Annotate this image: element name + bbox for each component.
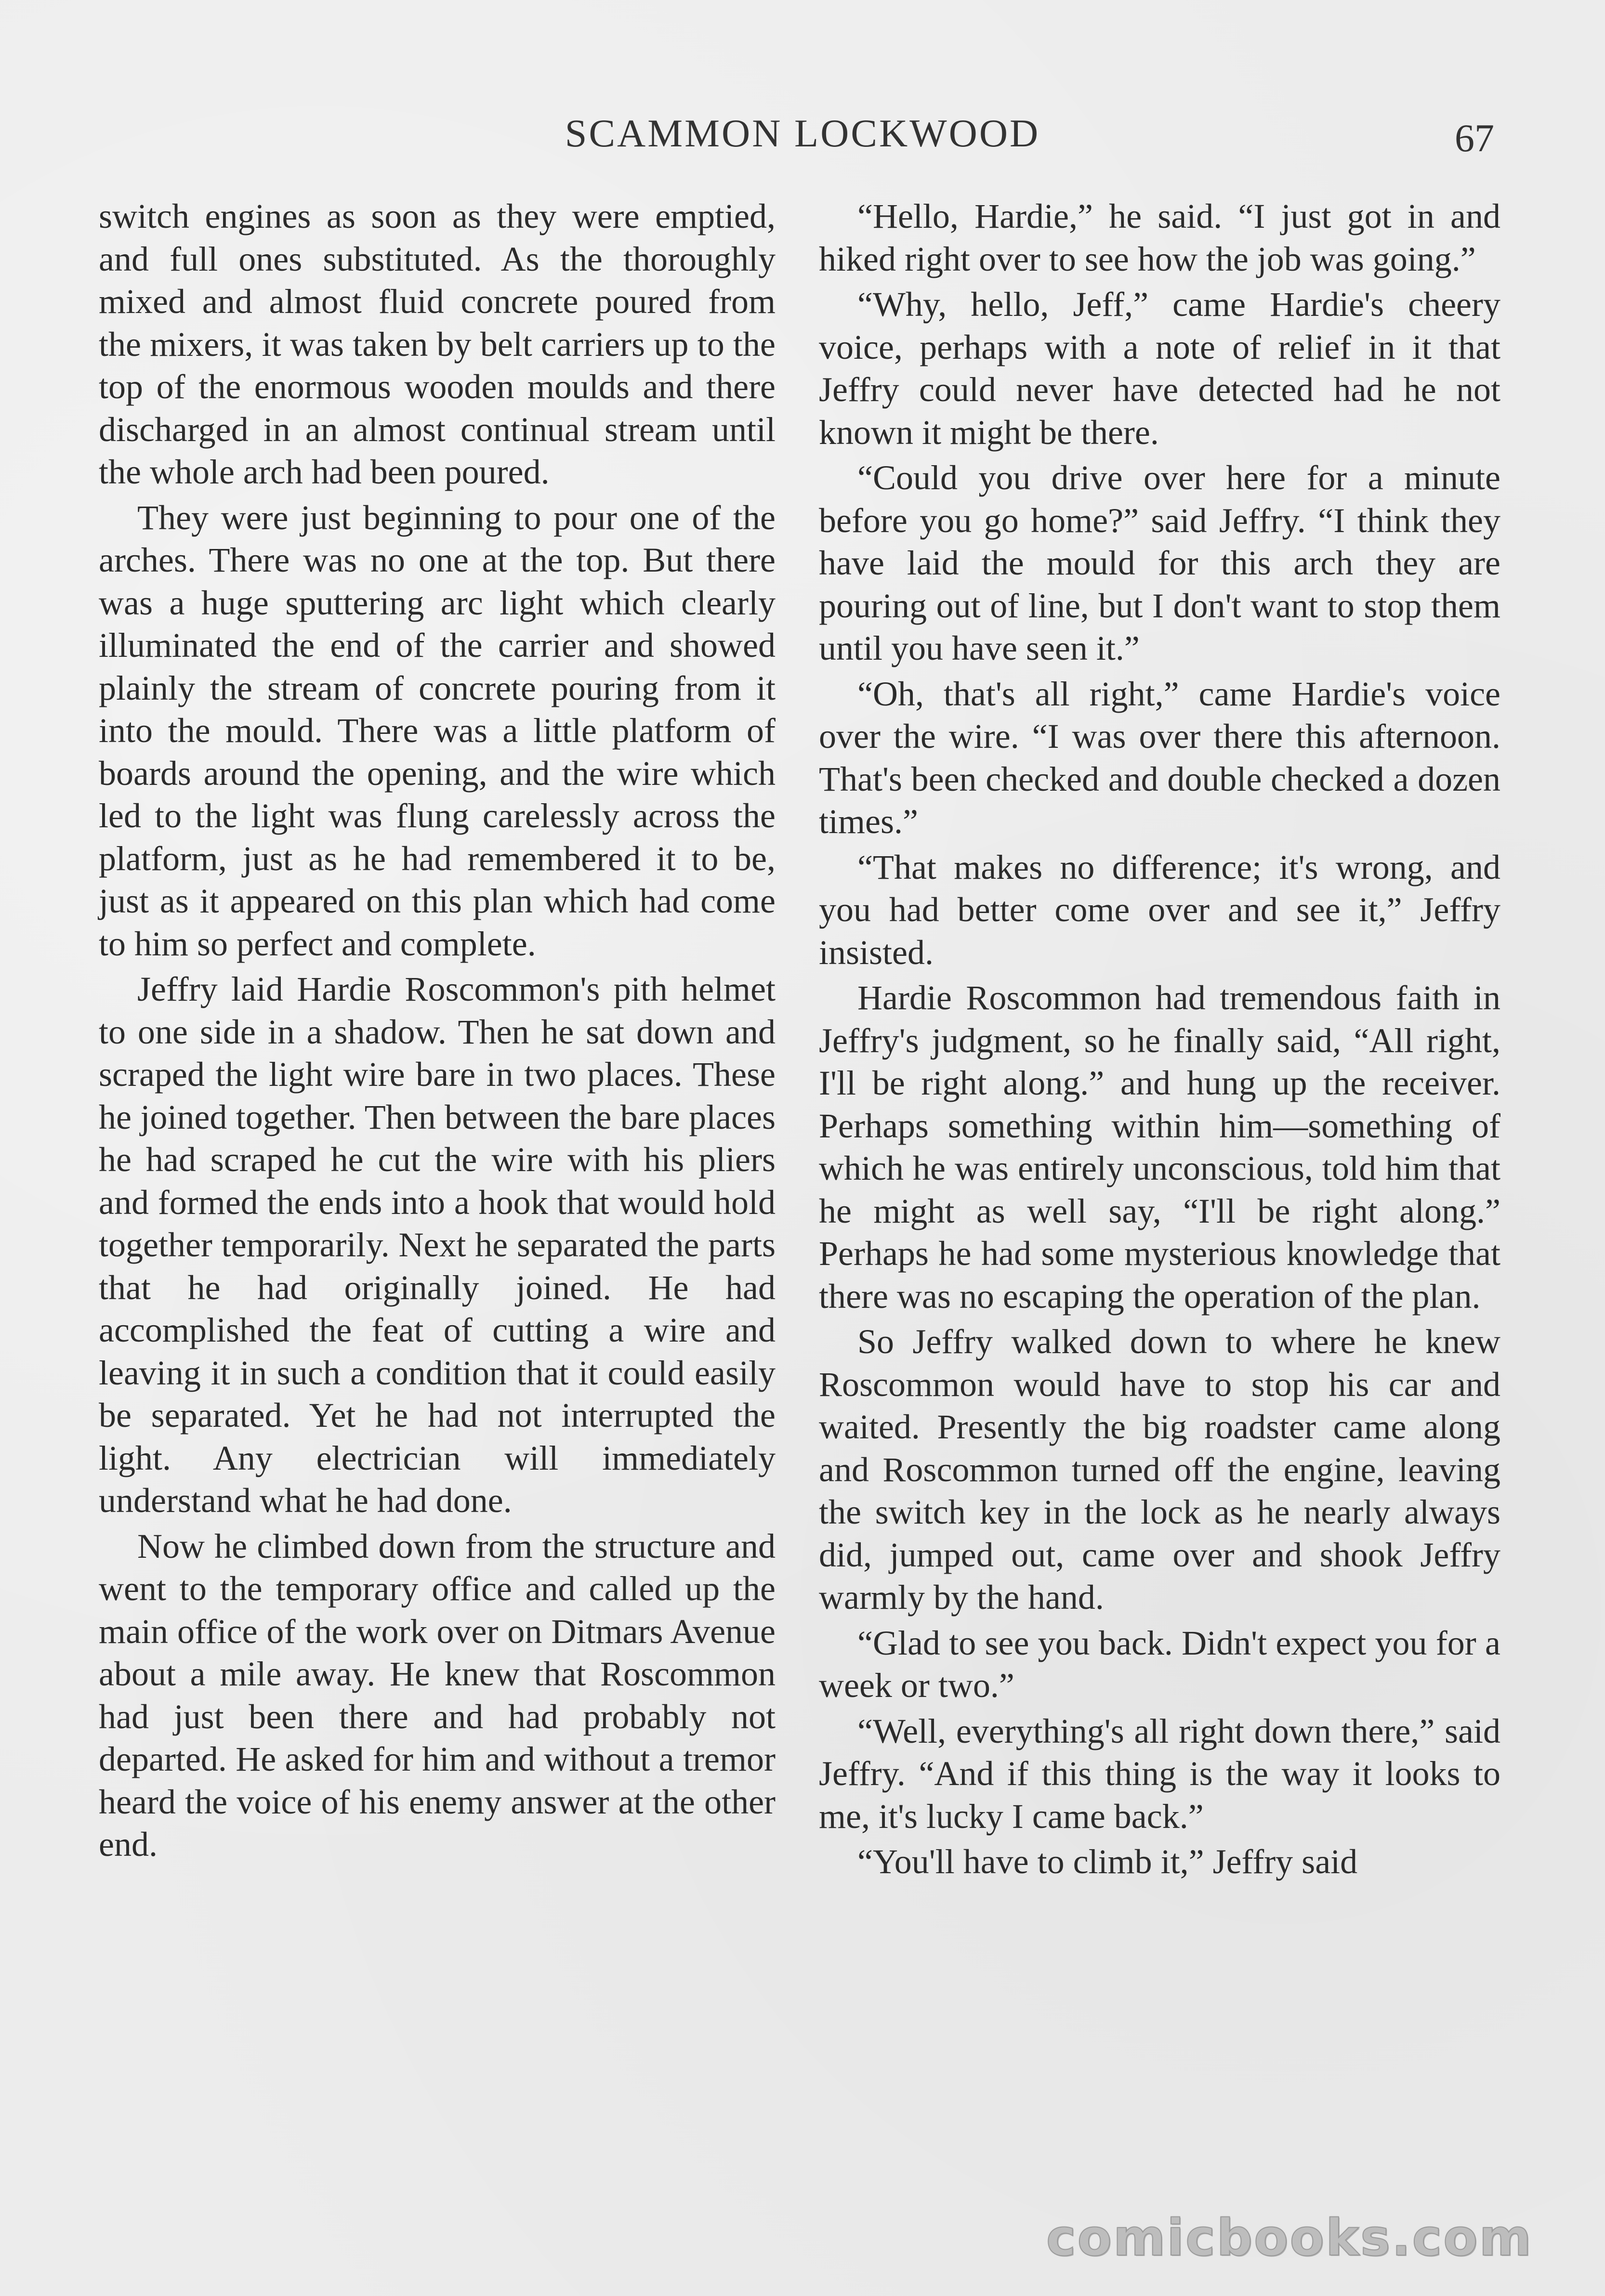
- paragraph: Jeffry laid Hardie Roscommon's pith helmet to one side in a shadow. Then he sat down and scraped the light wire bare in two places. These he joined together. Then between the bare places he had scraped he cut the wire with his pliers and formed the ends into a hook that would hold together temporarily. Next he separated the parts that he had originally joined. He had accomplished the feat of cutting a wire and leaving it in such a condition that it could easily be separated. Yet he had not interrupted the light. Any electrician will immediately understand what he had done.: [99, 970, 776, 1520]
- paragraph: So Jeffry walked down to where he knew Roscommon would have to stop his car and waited. Presently the big roadster came along and Roscommon turned off the engine, leaving the switch key in the lock as he nearly always did, jumped out, came over and shook Jeffry warmly by the hand.: [819, 1322, 1500, 1617]
- left-column: [99, 195, 776, 1869]
- paragraph: “Why, hello, Jeff,” came Hardie's cheery voice, perhaps with a note of relief in it that Jeffry could never have detected had he not known it might be there.: [819, 285, 1500, 452]
- paragraph: “Well, everything's all right down there,” said Jeffry. “And if this thing is the way it looks to me, it's lucky I came back.”: [819, 1711, 1500, 1836]
- paragraph: “That makes no difference; it's wrong, and you had better come over and see it,” Jeffry insisted.: [819, 848, 1500, 972]
- paragraph: “Oh, that's all right,” came Hardie's voice over the wire. “I was over there this afternoon. That's been checked and double checked a dozen times.”: [819, 674, 1500, 841]
- paragraph: “Could you drive over here for a minute before you go home?” said Jeffry. “I think they have laid the mould for this arch they are pouring out of line, but I don't want to stop them until you have seen it.”: [819, 458, 1500, 667]
- paragraph: switch engines as soon as they were emptied, and full ones substituted. As the thoroughly mixed and almost fluid concrete poured from the mixers, it was taken by belt carriers up to the top of the enormous wooden moulds and there discharged in an almost continual stream until the whole arch had been poured.: [99, 197, 776, 491]
- running-title: SCAMMON LOCKWOOD: [565, 111, 1040, 155]
- paragraph: They were just beginning to pour one of the arches. There was no one at the top. But there was a huge sputtering arc light which clearly illuminated the end of the carrier and showed plainly the stream of concrete pouring from it into the mould. There was a little platform of boards around the opening, and the wire which led to the light was flung carelessly across the platform, just as he had remembered it to be, just as it appeared on this plan which had come to him so perfect and complete.: [99, 498, 776, 963]
- page-number: 67: [1455, 116, 1494, 160]
- paragraph: “Glad to see you back. Didn't expect you for a week or two.”: [819, 1623, 1500, 1705]
- paragraph: “Hello, Hardie,” he said. “I just got in and hiked right over to see how the job was going.”: [819, 197, 1500, 278]
- site-watermark: comicbooks.com: [1046, 2208, 1533, 2267]
- right-column: [819, 195, 1500, 1886]
- paragraph: Hardie Roscommon had tremendous faith in Jeffry's judgment, so he finally said, “All right, I'll be right along.” and hung up the receiver. Perhaps something within him—something of which he was entirely unconscious, told him that he might as well say, “I'll be right along.” Perhaps he had some mysterious knowledge that there was no escaping the operation of the plan.: [819, 978, 1500, 1316]
- paragraph: “You'll have to climb it,” Jeffry said: [857, 1842, 1358, 1881]
- paragraph: Now he climbed down from the structure and went to the temporary office and called up the main office of the work over on Ditmars Avenue about a mile away. He knew that Roscommon had just been there and had probably not departed. He asked for him and without a tremor heard the voice of his enemy answer at the other end.: [99, 1526, 776, 1864]
